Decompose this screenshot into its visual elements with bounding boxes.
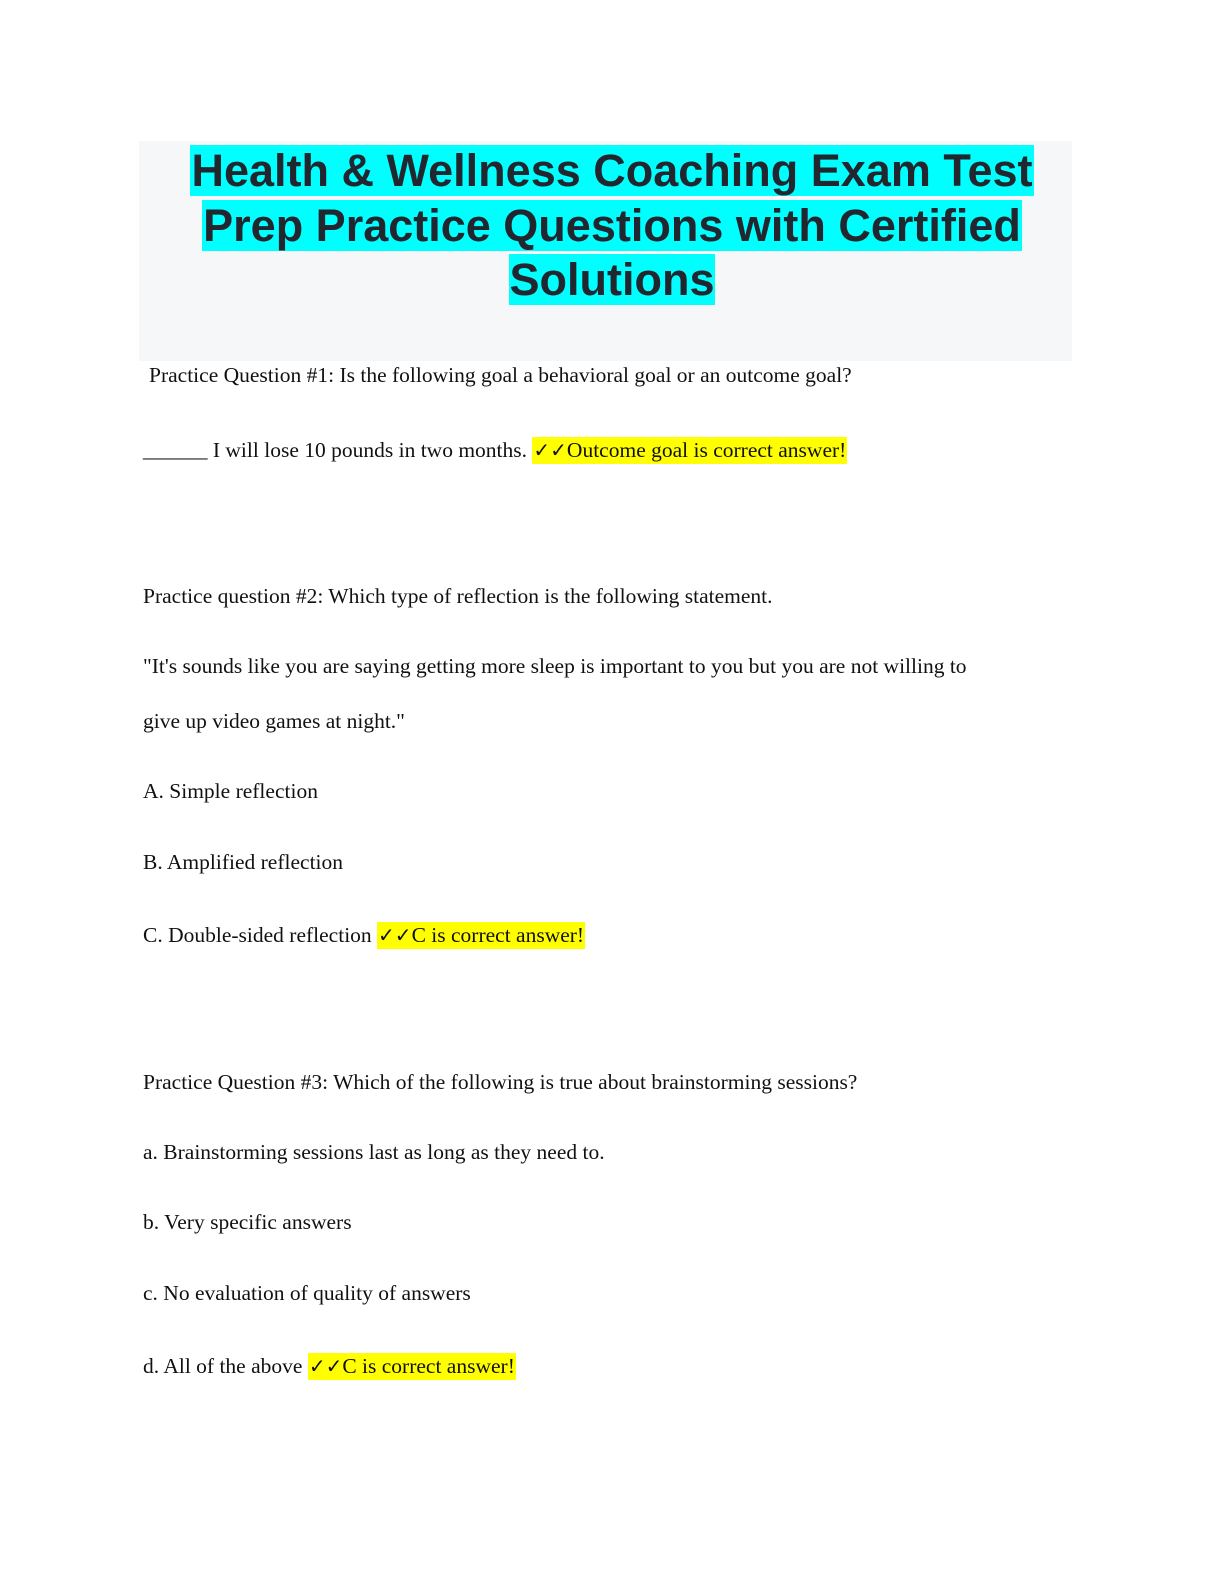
title-line-2: Prep Practice Questions with Certified (203, 199, 1021, 251)
question-3-option-c: c. No evaluation of quality of answers (143, 1281, 471, 1305)
question-2-option-c (143, 922, 585, 948)
question-3-option-b: b. Very specific answers (143, 1210, 352, 1234)
question-2-option-a: A. Simple reflection (143, 779, 318, 803)
answer-blank: ______ (143, 438, 208, 462)
question-2-quote-line-2: give up video games at night." (143, 709, 405, 733)
goal-statement: I will lose 10 pounds in two months. (207, 438, 533, 462)
question-3-option-d (143, 1353, 516, 1379)
answer-text: Outcome goal is correct answer! (566, 438, 847, 462)
check-icon: ✓✓ (378, 923, 412, 947)
answer-text: C is correct answer! (411, 923, 585, 947)
question-3-option-a: a. Brainstorming sessions last as long as they need to. (143, 1140, 605, 1164)
option-text: C. Double-sided reflection (143, 923, 378, 947)
option-text: d. All of the above (143, 1354, 308, 1378)
question-2-quote-line-1: "It's sounds like you are saying getting more sleep is important to you but you are not willing to (143, 654, 967, 678)
title-line-1: Health & Wellness Coaching Exam Test (191, 145, 1033, 196)
answer-highlight (308, 1353, 516, 1380)
question-2: Practice question #2: Which type of reflection is the following statement. (143, 584, 773, 608)
title-line-3: Solutions (509, 254, 715, 305)
check-icon: ✓✓ (308, 1354, 343, 1378)
question-1-statement (143, 437, 847, 463)
question-1: Practice Question #1: Is the following goal a behavioral goal or an outcome goal? (149, 363, 852, 387)
page-title (0, 144, 1224, 308)
check-icon: ✓✓ (533, 438, 567, 462)
question-3: Practice Question #3: Which of the following is true about brainstorming sessions? (143, 1070, 858, 1094)
answer-highlight (532, 437, 847, 464)
answer-text: C is correct answer! (342, 1354, 515, 1378)
answer-highlight (377, 922, 585, 949)
question-2-option-b: B. Amplified reflection (143, 850, 344, 874)
